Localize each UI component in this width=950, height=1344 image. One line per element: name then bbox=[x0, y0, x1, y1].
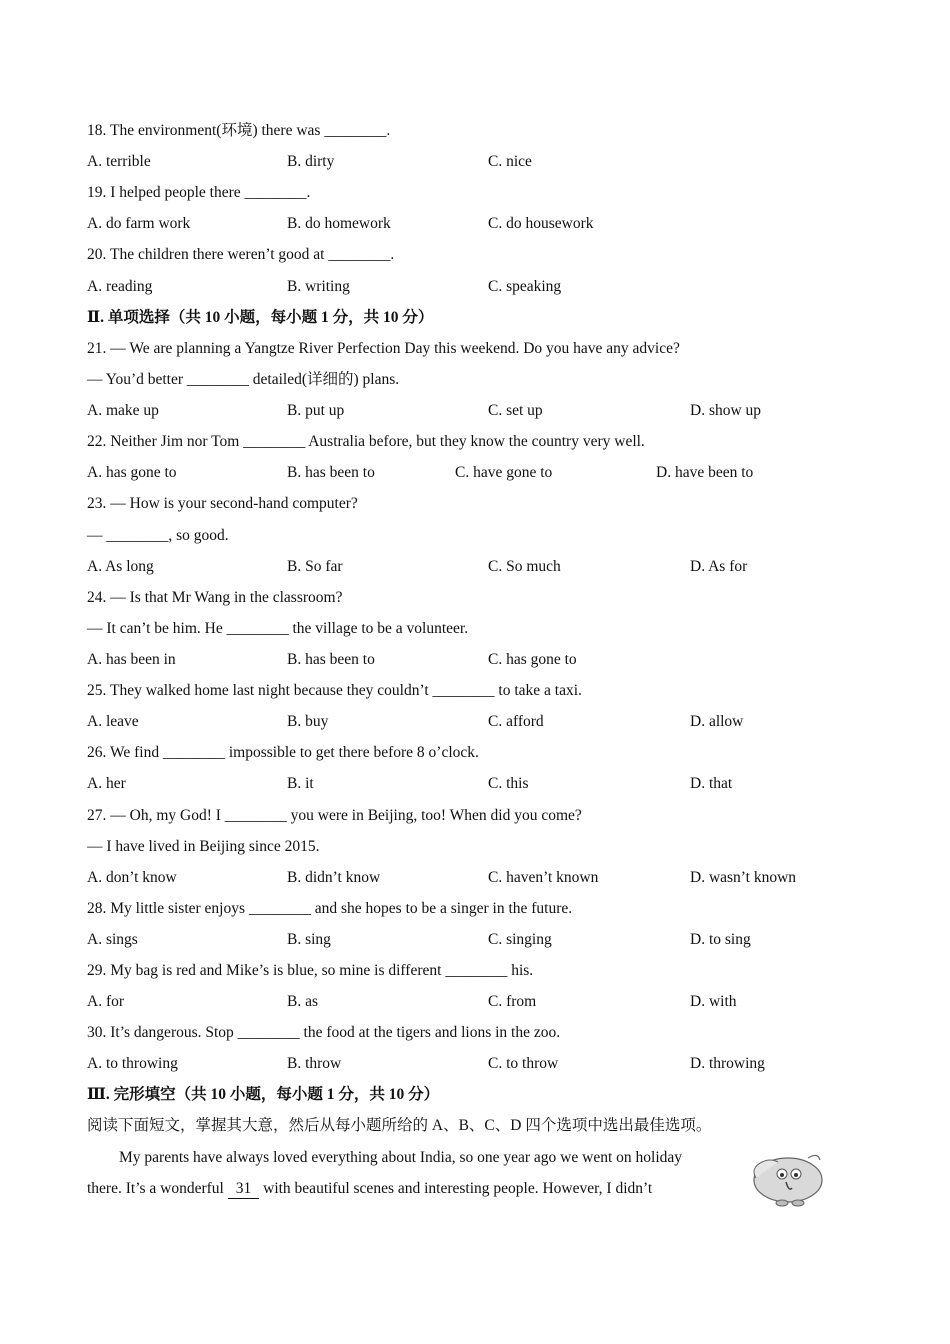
q29-option-b: B. as bbox=[287, 993, 318, 1010]
q27-option-d: D. wasn’t known bbox=[690, 869, 797, 886]
q22-option-c: C. have gone to bbox=[455, 464, 553, 481]
q19-option-b: B. do homework bbox=[287, 215, 391, 232]
question-27-stem: 27. — Oh, my God! I ________ you were in Beijing, too! When did you come? bbox=[87, 807, 582, 824]
q24-option-c: C. has gone to bbox=[488, 651, 577, 668]
q28-option-c: C. singing bbox=[488, 931, 552, 948]
question-21-stem: 21. — We are planning a Yangtze River Perfection Day this weekend. Do you have any advice? bbox=[87, 340, 680, 357]
q18-option-c: C. nice bbox=[488, 153, 532, 170]
q20-option-a: A. reading bbox=[87, 278, 153, 295]
q25-option-d: D. allow bbox=[690, 713, 744, 730]
question-21-stem-2: — You’d better ________ detailed(详细的) plans. bbox=[87, 371, 400, 388]
q30-option-a: A. to throwing bbox=[87, 1055, 178, 1072]
question-28-stem: 28. My little sister enjoys ________ and she hopes to be a singer in the future. bbox=[87, 900, 573, 917]
question-23-stem: 23. — How is your second-hand computer? bbox=[87, 495, 358, 512]
q20-option-c: C. speaking bbox=[488, 278, 562, 295]
q28-option-b: B. sing bbox=[287, 931, 331, 948]
q19-option-c: C. do housework bbox=[488, 215, 594, 232]
q21-option-b: B. put up bbox=[287, 402, 345, 419]
question-24-stem-2: — It can’t be him. He ________ the village to be a volunteer. bbox=[87, 620, 469, 637]
q21-option-c: C. set up bbox=[488, 402, 543, 419]
blank-31: 31 bbox=[228, 1180, 260, 1199]
q23-option-d: D. As for bbox=[690, 558, 748, 575]
q28-option-d: D. to sing bbox=[690, 931, 751, 948]
section-2-title: Ⅱ. 单项选择（共 10 小题，每小题 1 分，共 10 分） bbox=[87, 309, 434, 326]
q21-option-a: A. make up bbox=[87, 402, 159, 419]
passage-line-2-after: with beautiful scenes and interesting people. However, I didn’t bbox=[259, 1180, 653, 1197]
q26-option-b: B. it bbox=[287, 775, 314, 792]
q24-option-a: A. has been in bbox=[87, 651, 176, 668]
q26-option-d: D. that bbox=[690, 775, 733, 792]
q18-option-a: A. terrible bbox=[87, 153, 151, 170]
q28-option-a: A. sings bbox=[87, 931, 138, 948]
q19-option-a: A. do farm work bbox=[87, 215, 191, 232]
question-24-stem: 24. — Is that Mr Wang in the classroom? bbox=[87, 589, 343, 606]
q26-option-a: A. her bbox=[87, 775, 126, 792]
q20-option-b: B. writing bbox=[287, 278, 350, 295]
q22-option-a: A. has gone to bbox=[87, 464, 177, 481]
question-29-stem: 29. My bag is red and Mike’s is blue, so mine is different ________ his. bbox=[87, 962, 534, 979]
q26-option-c: C. this bbox=[488, 775, 529, 792]
q29-option-d: D. with bbox=[690, 993, 737, 1010]
question-25-stem: 25. They walked home last night because they couldn’t ________ to take a taxi. bbox=[87, 682, 582, 699]
q27-option-b: B. didn’t know bbox=[287, 869, 381, 886]
q23-option-b: B. So far bbox=[287, 558, 343, 575]
section-3-instruction: 阅读下面短文，掌握其大意，然后从每小题所给的 A、B、C、D 四个选项中选出最佳选项。 bbox=[87, 1117, 712, 1134]
q24-option-b: B. has been to bbox=[287, 651, 375, 668]
q30-option-d: D. throwing bbox=[690, 1055, 765, 1072]
passage-line-2-before: there. It’s a wonderful bbox=[87, 1180, 228, 1197]
q25-option-c: C. afford bbox=[488, 713, 544, 730]
question-27-stem-2: — I have lived in Beijing since 2015. bbox=[87, 838, 320, 855]
passage-line-2 bbox=[87, 1178, 652, 1200]
q30-option-c: C. to throw bbox=[488, 1055, 559, 1072]
q29-option-c: C. from bbox=[488, 993, 537, 1010]
question-30-stem: 30. It’s dangerous. Stop ________ the food at the tigers and lions in the zoo. bbox=[87, 1024, 561, 1041]
question-26-stem: 26. We find ________ impossible to get there before 8 o’clock. bbox=[87, 744, 479, 761]
q25-option-b: B. buy bbox=[287, 713, 329, 730]
question-20-stem: 20. The children there weren’t good at ________. bbox=[87, 246, 395, 263]
q18-option-b: B. dirty bbox=[287, 153, 335, 170]
q29-option-a: A. for bbox=[87, 993, 125, 1010]
q30-option-b: B. throw bbox=[287, 1055, 342, 1072]
section-3-title: Ⅲ. 完形填空（共 10 小题，每小题 1 分，共 10 分） bbox=[87, 1086, 440, 1103]
q23-option-a: A. As long bbox=[87, 558, 154, 575]
q23-option-c: C. So much bbox=[488, 558, 561, 575]
q25-option-a: A. leave bbox=[87, 713, 139, 730]
question-23-stem-2: — ________, so good. bbox=[87, 527, 229, 544]
q22-option-b: B. has been to bbox=[287, 464, 375, 481]
q21-option-d: D. show up bbox=[690, 402, 762, 419]
question-19-stem: 19. I helped people there ________. bbox=[87, 184, 311, 201]
mascot-illustration bbox=[748, 1148, 828, 1208]
q22-option-d: D. have been to bbox=[656, 464, 754, 481]
q27-option-c: C. haven’t known bbox=[488, 869, 599, 886]
question-18-stem: 18. The environment(环境) there was ________. bbox=[87, 122, 391, 139]
q27-option-a: A. don’t know bbox=[87, 869, 177, 886]
passage-line-1: My parents have always loved everything about India, so one year ago we went on holiday bbox=[119, 1149, 683, 1166]
question-22-stem: 22. Neither Jim nor Tom ________ Australia before, but they know the country very well. bbox=[87, 433, 645, 450]
